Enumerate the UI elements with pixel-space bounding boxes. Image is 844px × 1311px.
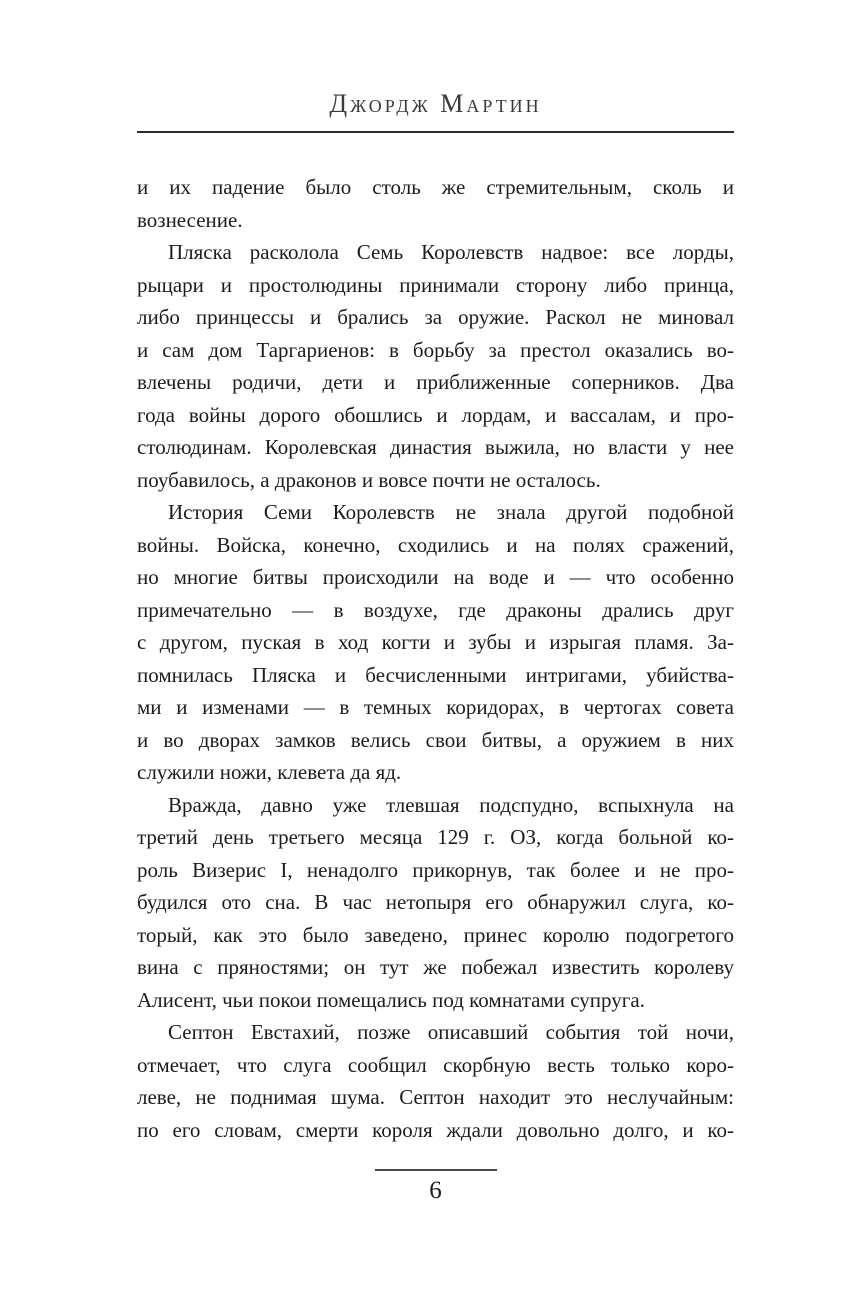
text-line: ми и изменами — в темных коридорах, в чертогах совета [137, 695, 734, 719]
text-line: Алисент, чьи покои помещались под комнатами супруга. [137, 987, 645, 1012]
text-line: но многие битвы происходили на воде и — что особенно [137, 565, 734, 589]
text-line: Пляска расколола Семь Королевств надвое: все лорды, [168, 240, 734, 264]
text-line: примечательно — в воздухе, где драконы дрались друг [137, 597, 734, 622]
paragraph [137, 171, 734, 236]
text-line: поубавилось, а драконов и вовсе почти не осталось. [137, 467, 601, 492]
text-line: вознесение. [137, 207, 243, 232]
text-line: и во дворах замков велись свои битвы, а оружием в них [137, 727, 734, 752]
text-line: третий день третьего месяца 129 г. ОЗ, когда больной ко- [137, 825, 734, 849]
paragraph [137, 1016, 734, 1146]
text-line: служили ножи, клевета да яд. [137, 760, 402, 784]
text-line: помнилась Пляска и бесчисленными интригами, убийства- [137, 662, 734, 687]
text-line: влечены родичи, дети и приближенные соперников. Два [137, 370, 734, 394]
text-line: по его словам, смерти короля ждали довольно долго, и ко- [137, 1117, 734, 1142]
running-header-author: Джордж Мартин [329, 89, 542, 118]
text-line: года войны дорого обошлись и лордам, и вассалам, и про- [137, 402, 734, 427]
paragraph [137, 236, 734, 496]
page-number: 6 [429, 1177, 442, 1204]
paragraph [137, 789, 734, 1017]
page-footer [137, 1169, 734, 1205]
text-line: с другом, пуская в ход когти и зубы и изрыгая пламя. За- [137, 630, 734, 654]
text-line: будился ото сна. В час нетопыря его обнаружил слуга, ко- [137, 890, 734, 914]
text-line: История Семи Королевств не знала другой подобной [168, 500, 734, 524]
text-line: Септон Евстахий, позже описавший события той ночи, [168, 1020, 734, 1044]
text-line: отмечает, что слуга сообщил скорбную весть только коро- [137, 1052, 734, 1077]
text-line: леве, не поднимая шума. Септон находит это неслучайным: [137, 1085, 734, 1109]
text-line: рыцари и простолюдины принимали сторону либо принца, [137, 272, 734, 297]
text-line: Вражда, давно уже тлевшая подспудно, вспыхнула на [168, 792, 734, 817]
text-line: войны. Войска, конечно, сходились и на полях сражений, [137, 532, 734, 557]
footer-rule [375, 1169, 497, 1171]
text-line: либо принцессы и брались за оружие. Раскол не миновал [137, 305, 734, 329]
text-line: и их падение было столь же стремительным, сколь и [137, 175, 734, 199]
header-rule [137, 131, 734, 133]
text-line: столюдинам. Королевская династия выжила, но власти у нее [137, 435, 734, 459]
page-content [137, 0, 734, 1205]
text-line: роль Визерис I, ненадолго прикорнув, так более и не про- [137, 857, 734, 882]
text-line: вина с пряностями; он тут же побежал известить королеву [137, 955, 734, 979]
text-line: и сам дом Таргариенов: в борьбу за престол оказались во- [137, 337, 734, 362]
text-line: торый, как это было заведено, принес королю подогретого [137, 922, 734, 947]
paragraph [137, 496, 734, 789]
page-body [137, 171, 734, 1146]
